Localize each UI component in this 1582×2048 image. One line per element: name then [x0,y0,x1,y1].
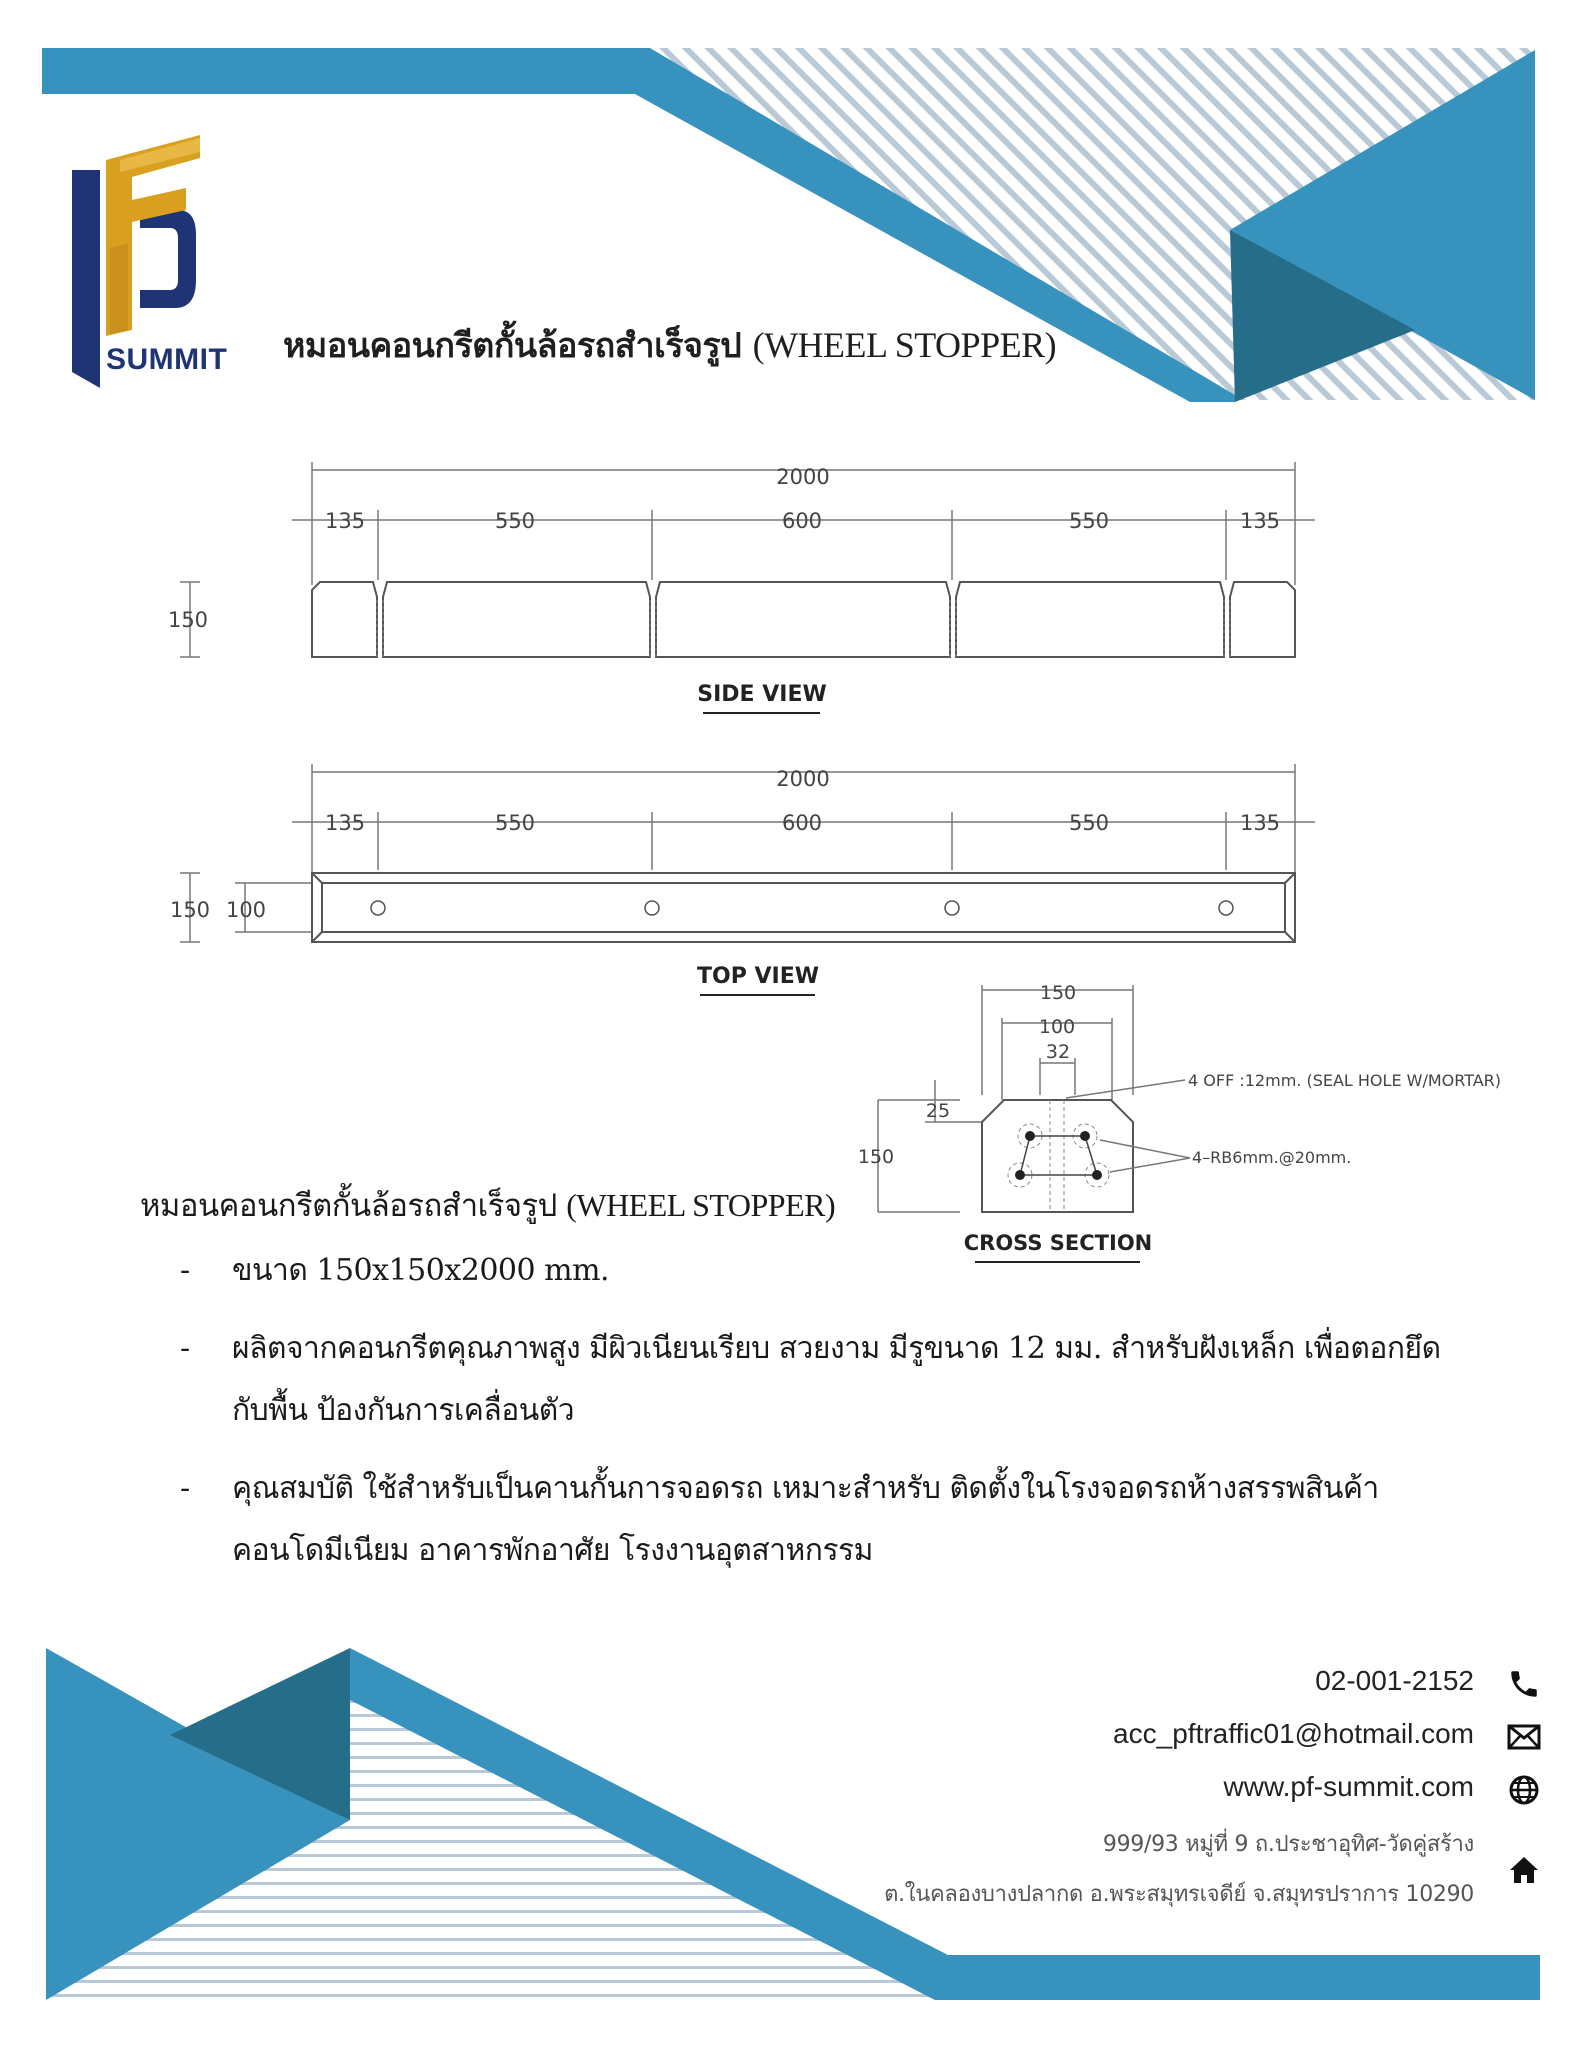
address-line-2: ต.ในคลองบางปลากด อ.พระสมุทรเจดีย์ จ.สมุทรปราการ 10290 [884,1882,1474,1907]
bullet-dash: - [180,1253,190,1288]
email-address[interactable]: acc_pftraffic01@hotmail.com [1113,1718,1474,1749]
globe-icon [1506,1772,1542,1808]
logo-wordmark: SUMMIT [106,343,228,376]
description-heading-english: (WHEEL STOPPER) [566,1187,836,1223]
top-seg-3-dim: 600 [781,811,823,835]
side-total-dim: 2000 [776,465,830,489]
bullet-text-continued: กับพื้น ป้องกันการเคลื่อนตัว [232,1393,575,1428]
side-seg-3-dim: 600 [781,509,823,533]
cross-width-mid-dim: 100 [1038,1016,1076,1038]
list-item [180,1318,1480,1442]
top-height-outer-dim: 150 [169,898,211,922]
feature-list [180,1240,1480,1598]
top-seg-2-dim: 550 [494,811,536,835]
cross-width-top-dim: 32 [1045,1041,1071,1063]
bullet-dash: - [180,1331,190,1366]
list-item [180,1240,1480,1302]
side-seg-4-dim: 550 [1068,509,1110,533]
home-icon [1506,1852,1542,1888]
side-view-label: SIDE VIEW [697,682,827,707]
address-line-1: 999/93 หมู่ที่ 9 ถ.ประชาอุทิศ-วัดคู่สร้าง [1102,1832,1474,1857]
website-link[interactable]: www.pf-summit.com [1223,1771,1474,1802]
mail-icon [1506,1719,1542,1755]
cross-section-label: CROSS SECTION [963,1231,1153,1255]
description-heading-thai: หมอนคอนกรีตกั้นล้อรถสำเร็จรูป [140,1188,557,1224]
side-seg-5-dim: 135 [1239,509,1281,533]
phone-icon [1506,1666,1542,1702]
cross-chamfer-dim: 25 [925,1100,951,1122]
top-seg-4-dim: 550 [1068,811,1110,835]
side-seg-2-dim: 550 [494,509,536,533]
title-thai: หมอนคอนกรีตกั้นล้อรถสำเร็จรูป [283,326,742,366]
cross-rebar-note: 4–RB6mm.@20mm. [1192,1148,1352,1167]
list-item [180,1458,1480,1582]
cross-hole-note: 4 OFF :12mm. (SEAL HOLE W/MORTAR) [1188,1071,1502,1090]
bullet-text: คุณสมบัติ ใช้สำหรับเป็นคานกั้นการจอดรถ เหมาะสำหรับ ติดตั้งในโรงจอดรถห้างสรรพสินค้า [232,1471,1379,1506]
description-heading [140,1180,835,1230]
phone-number[interactable]: 02-001-2152 [1315,1665,1474,1696]
bullet-text-continued: คอนโดมีเนียม อาคารพักอาศัย โรงงานอุตสาหกรรม [232,1533,873,1568]
top-height-inner-dim: 100 [225,898,267,922]
top-total-dim: 2000 [776,767,830,791]
top-seg-1-dim: 135 [324,811,366,835]
side-seg-1-dim: 135 [324,509,366,533]
cross-width-outer-dim: 150 [1039,982,1077,1004]
bullet-text: ขนาด 150x150x2000 mm. [232,1253,610,1288]
side-height-dim: 150 [167,608,209,632]
title-english: (WHEEL STOPPER) [752,325,1057,365]
cross-height-dim: 150 [857,1146,895,1168]
bullet-text: ผลิตจากคอนกรีตคุณภาพสูง มีผิวเนียนเรียบ สวยงาม มีรูขนาด 12 มม. สำหรับฝังเหล็ก เพื่อตอกยึด [232,1331,1441,1366]
top-view-label: TOP VIEW [697,964,819,989]
top-seg-5-dim: 135 [1239,811,1281,835]
bullet-dash: - [180,1471,190,1506]
